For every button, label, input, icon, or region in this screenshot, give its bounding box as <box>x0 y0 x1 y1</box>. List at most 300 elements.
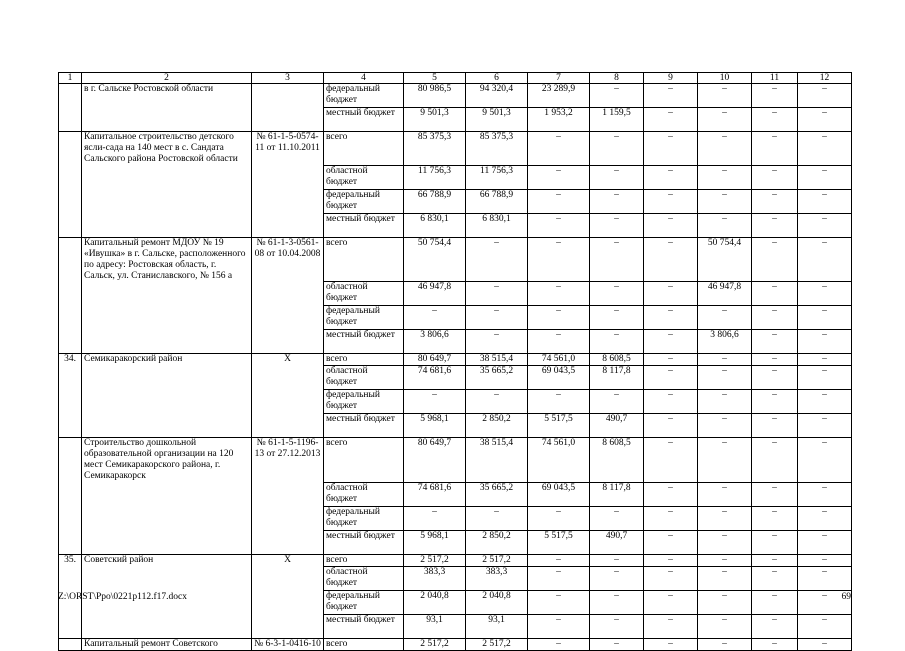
table-cell: – <box>752 482 798 506</box>
table-row <box>59 84 852 108</box>
table-cell: – <box>752 366 798 390</box>
table-cell <box>252 165 324 189</box>
table-cell: – <box>752 438 798 483</box>
table-cell: 93,1 <box>466 614 528 638</box>
table-cell: № 61-1-3-0561-08 от 10.04.2008 <box>252 237 324 282</box>
table-cell <box>82 482 252 506</box>
table-cell: областной бюджет <box>324 482 404 506</box>
table-cell: – <box>698 189 752 213</box>
table-cell <box>252 366 324 390</box>
table-cell: – <box>798 306 852 330</box>
table-cell: Х <box>252 554 324 566</box>
table-cell: 2 517,2 <box>404 638 466 650</box>
table-cell: – <box>528 330 590 354</box>
table-cell: Строительство дошкольной образовательной организации на 120 мест Семикаракорского района, г. Семикаракорск <box>82 438 252 483</box>
table-cell: – <box>698 614 752 638</box>
table-cell: – <box>590 590 644 614</box>
table-cell: – <box>752 84 798 108</box>
table-cell <box>59 132 82 166</box>
table-cell: – <box>644 84 698 108</box>
table-cell: – <box>528 614 590 638</box>
table-cell <box>59 165 82 189</box>
table-cell: 23 289,9 <box>528 84 590 108</box>
table-cell: 46 947,8 <box>698 282 752 306</box>
table-row <box>59 482 852 506</box>
table-cell: – <box>698 566 752 590</box>
table-cell <box>82 213 252 237</box>
table-cell <box>252 590 324 614</box>
table-row <box>59 108 852 132</box>
table-row <box>59 438 852 483</box>
table-cell: федеральный бюджет <box>324 590 404 614</box>
table-cell: 46 947,8 <box>404 282 466 306</box>
table-cell <box>252 414 324 438</box>
table-cell <box>252 614 324 638</box>
table-cell <box>59 108 82 132</box>
table-cell: местный бюджет <box>324 530 404 554</box>
table-cell: – <box>590 614 644 638</box>
table-cell: – <box>752 165 798 189</box>
table-cell: – <box>466 330 528 354</box>
table-cell: 69 043,5 <box>528 482 590 506</box>
table-cell <box>59 213 82 237</box>
table-cell: – <box>698 354 752 366</box>
table-cell <box>252 189 324 213</box>
table-cell: – <box>798 638 852 650</box>
table-cell: 3 806,6 <box>404 330 466 354</box>
table-cell: Капитальный ремонт МДОУ № 19 «Ивушка» в г. Сальске, расположенного по адресу: Ростовская область, г. Сальск, ул. Станиславского, № 156 а <box>82 237 252 282</box>
table-cell: – <box>644 566 698 590</box>
table-cell: 74 681,6 <box>404 482 466 506</box>
table-cell: – <box>528 213 590 237</box>
table-cell: 5 968,1 <box>404 414 466 438</box>
table-cell: местный бюджет <box>324 213 404 237</box>
table-cell: – <box>528 189 590 213</box>
table-cell: – <box>404 506 466 530</box>
table-cell: – <box>798 366 852 390</box>
table-cell: – <box>798 165 852 189</box>
table-cell: – <box>752 213 798 237</box>
table-cell: – <box>752 306 798 330</box>
table-cell: № 6-3-1-0416-10 <box>252 638 324 650</box>
table-cell: 11 756,3 <box>466 165 528 189</box>
table-cell: – <box>590 554 644 566</box>
table-cell: – <box>590 306 644 330</box>
table-cell: – <box>644 414 698 438</box>
table-cell: – <box>798 213 852 237</box>
table-cell <box>59 189 82 213</box>
table-cell: – <box>644 330 698 354</box>
table-cell: – <box>528 237 590 282</box>
header-cell: 11 <box>752 73 798 84</box>
table-cell: федеральный бюджет <box>324 306 404 330</box>
table-cell: 35 665,2 <box>466 366 528 390</box>
table-cell: в г. Сальске Ростовской области <box>82 84 252 108</box>
table-cell: – <box>590 84 644 108</box>
table-cell: федеральный бюджет <box>324 189 404 213</box>
table-cell: – <box>466 282 528 306</box>
table-cell: 38 515,4 <box>466 438 528 483</box>
table-cell: – <box>404 390 466 414</box>
table-cell: всего <box>324 438 404 483</box>
table-cell: – <box>752 506 798 530</box>
table-cell: 383,3 <box>466 566 528 590</box>
table-cell: 8 608,5 <box>590 438 644 483</box>
table-cell: – <box>798 566 852 590</box>
table-cell: Капитальное строительство детского ясли-сада на 140 мест в с. Сандата Сальского района Ростовской области <box>82 132 252 166</box>
table-cell: 8 608,5 <box>590 354 644 366</box>
table-cell: – <box>798 530 852 554</box>
table-cell: 8 117,8 <box>590 366 644 390</box>
table-cell <box>59 566 82 590</box>
table-cell: 66 788,9 <box>404 189 466 213</box>
table-cell: – <box>466 390 528 414</box>
table-cell: федеральный бюджет <box>324 390 404 414</box>
table-row <box>59 165 852 189</box>
table-cell: 80 986,5 <box>404 84 466 108</box>
table-cell: Х <box>252 354 324 366</box>
table-cell: – <box>590 282 644 306</box>
table-cell: – <box>752 614 798 638</box>
table-cell: – <box>590 330 644 354</box>
table-cell: – <box>644 132 698 166</box>
table-cell <box>82 614 252 638</box>
table-cell: Советский район <box>82 554 252 566</box>
table-cell: Семикаракорский район <box>82 354 252 366</box>
table-cell: – <box>798 237 852 282</box>
table-cell: – <box>698 530 752 554</box>
header-cell: 2 <box>82 73 252 84</box>
table-row <box>59 330 852 354</box>
table-row <box>59 213 852 237</box>
table-cell: 80 649,7 <box>404 354 466 366</box>
table-cell <box>82 306 252 330</box>
table-cell: 9 501,3 <box>466 108 528 132</box>
table-cell: – <box>644 482 698 506</box>
table-cell: – <box>698 482 752 506</box>
table-cell: – <box>528 554 590 566</box>
table-cell <box>59 306 82 330</box>
table-cell: местный бюджет <box>324 414 404 438</box>
table-cell <box>59 282 82 306</box>
table-cell <box>82 108 252 132</box>
table-cell <box>252 108 324 132</box>
table-cell: – <box>798 330 852 354</box>
table-row <box>59 282 852 306</box>
table-cell: – <box>798 438 852 483</box>
table-cell: – <box>752 354 798 366</box>
table-cell: – <box>698 590 752 614</box>
table-cell: 38 515,4 <box>466 354 528 366</box>
table-cell: 74 681,6 <box>404 366 466 390</box>
table-cell <box>82 390 252 414</box>
table-row <box>59 530 852 554</box>
table-cell: – <box>798 390 852 414</box>
table-cell: – <box>798 84 852 108</box>
header-cell: 7 <box>528 73 590 84</box>
table-cell: федеральный бюджет <box>324 84 404 108</box>
table-cell: – <box>644 438 698 483</box>
table-cell: – <box>798 189 852 213</box>
table-cell: – <box>644 366 698 390</box>
table-cell: местный бюджет <box>324 330 404 354</box>
table-cell: – <box>698 638 752 650</box>
table-cell: – <box>798 506 852 530</box>
budget-table <box>58 72 852 651</box>
table-cell: 85 375,3 <box>404 132 466 166</box>
table-cell: – <box>466 506 528 530</box>
table-cell: – <box>644 590 698 614</box>
table-cell: – <box>644 354 698 366</box>
table-cell: 1 159,5 <box>590 108 644 132</box>
table-cell: – <box>466 306 528 330</box>
table-cell: 383,3 <box>404 566 466 590</box>
table-cell <box>252 482 324 506</box>
table-cell: 2 517,2 <box>466 554 528 566</box>
table-cell: – <box>644 390 698 414</box>
table-cell: – <box>528 306 590 330</box>
table-row <box>59 390 852 414</box>
table-row <box>59 566 852 590</box>
header-cell: 4 <box>324 73 404 84</box>
header-cell: 8 <box>590 73 644 84</box>
table-cell: 3 806,6 <box>698 330 752 354</box>
header-cell: 3 <box>252 73 324 84</box>
table-cell: № 61-1-5-0574-11 от 11.10.2011 <box>252 132 324 166</box>
table-cell <box>252 84 324 108</box>
table-cell: 93,1 <box>404 614 466 638</box>
table-cell <box>82 566 252 590</box>
table-cell: – <box>590 390 644 414</box>
table-cell: – <box>752 189 798 213</box>
table-cell: – <box>698 84 752 108</box>
table-cell <box>82 366 252 390</box>
table-cell: – <box>798 482 852 506</box>
table-cell: 490,7 <box>590 414 644 438</box>
table-cell: – <box>590 638 644 650</box>
table-cell <box>59 482 82 506</box>
table-cell <box>82 189 252 213</box>
table-cell <box>82 414 252 438</box>
table-cell: – <box>752 414 798 438</box>
table-cell: 11 756,3 <box>404 165 466 189</box>
table-cell: – <box>590 566 644 590</box>
table-cell: – <box>752 282 798 306</box>
table-cell: федеральный бюджет <box>324 506 404 530</box>
table-cell: – <box>644 614 698 638</box>
table-cell <box>82 282 252 306</box>
table-cell: областной бюджет <box>324 366 404 390</box>
table-cell: 80 649,7 <box>404 438 466 483</box>
table-cell: 9 501,3 <box>404 108 466 132</box>
table-cell: – <box>404 306 466 330</box>
table-cell: 50 754,4 <box>404 237 466 282</box>
table-cell <box>252 390 324 414</box>
table-cell: 74 561,0 <box>528 438 590 483</box>
table-cell <box>252 306 324 330</box>
table-cell: 490,7 <box>590 530 644 554</box>
table-cell: – <box>590 213 644 237</box>
table-cell: – <box>752 590 798 614</box>
table-cell: – <box>528 590 590 614</box>
table-cell: № 61-1-5-1196-13 от 27.12.2013 <box>252 438 324 483</box>
table-cell: – <box>644 506 698 530</box>
table-cell: – <box>752 237 798 282</box>
table-cell: – <box>752 132 798 166</box>
table-cell: всего <box>324 132 404 166</box>
table-cell: – <box>644 554 698 566</box>
table-cell: – <box>644 108 698 132</box>
table-row <box>59 189 852 213</box>
table-cell: – <box>798 590 852 614</box>
table-cell <box>59 614 82 638</box>
table-cell: – <box>752 530 798 554</box>
table-cell: – <box>644 306 698 330</box>
table-cell: – <box>528 165 590 189</box>
table-cell <box>252 213 324 237</box>
table-cell: – <box>590 237 644 282</box>
table-cell: 6 830,1 <box>404 213 466 237</box>
table-row <box>59 306 852 330</box>
table-cell: – <box>644 213 698 237</box>
table-cell: – <box>644 638 698 650</box>
table-cell: – <box>698 213 752 237</box>
table-cell <box>252 506 324 530</box>
table-cell: – <box>528 282 590 306</box>
table-cell: – <box>644 165 698 189</box>
table-cell: 2 517,2 <box>466 638 528 650</box>
table-cell: 2 850,2 <box>466 414 528 438</box>
table-cell: всего <box>324 554 404 566</box>
table-cell: – <box>752 108 798 132</box>
table-cell <box>82 330 252 354</box>
table-cell: – <box>698 390 752 414</box>
header-cell: 9 <box>644 73 698 84</box>
table-cell: – <box>644 530 698 554</box>
table-cell: – <box>698 366 752 390</box>
table-cell: – <box>698 554 752 566</box>
table-cell: всего <box>324 237 404 282</box>
table-cell <box>59 237 82 282</box>
table-row <box>59 414 852 438</box>
page-number: 69 <box>841 592 851 602</box>
table-cell: – <box>798 132 852 166</box>
table-cell: всего <box>324 638 404 650</box>
table-cell: 5 517,5 <box>528 414 590 438</box>
table-cell: областной бюджет <box>324 566 404 590</box>
table-cell: – <box>590 132 644 166</box>
table-cell <box>252 530 324 554</box>
table-cell: Капитальный ремонт Советского <box>82 638 252 650</box>
header-cell: 5 <box>404 73 466 84</box>
footer-file-path: Z:\ORST\Ppo\0221p112.f17.docx <box>58 592 187 602</box>
header-row <box>59 73 852 84</box>
table-cell <box>59 84 82 108</box>
table-cell: 34. <box>59 354 82 366</box>
table-cell: – <box>752 566 798 590</box>
table-cell: 1 953,2 <box>528 108 590 132</box>
table-row <box>59 132 852 166</box>
table-row <box>59 354 852 366</box>
table-cell <box>59 530 82 554</box>
table-cell: – <box>698 438 752 483</box>
table-cell <box>82 530 252 554</box>
table-cell <box>252 282 324 306</box>
table-cell: 2 040,8 <box>466 590 528 614</box>
header-cell: 10 <box>698 73 752 84</box>
table-cell: 2 850,2 <box>466 530 528 554</box>
table-cell: – <box>590 506 644 530</box>
table-cell: – <box>798 354 852 366</box>
table-cell: – <box>528 566 590 590</box>
table-cell: – <box>644 282 698 306</box>
table-cell: всего <box>324 354 404 366</box>
table-cell: – <box>698 132 752 166</box>
table-cell: – <box>752 638 798 650</box>
table-cell: – <box>798 282 852 306</box>
table-cell: – <box>466 237 528 282</box>
table-cell: – <box>644 237 698 282</box>
table-cell: – <box>698 414 752 438</box>
table-row <box>59 614 852 638</box>
table-cell: 94 320,4 <box>466 84 528 108</box>
table-cell: 50 754,4 <box>698 237 752 282</box>
table-cell: – <box>590 165 644 189</box>
table-cell: – <box>798 108 852 132</box>
table-cell: 74 561,0 <box>528 354 590 366</box>
table-cell: 2 040,8 <box>404 590 466 614</box>
table-cell: – <box>798 614 852 638</box>
table-cell: 5 968,1 <box>404 530 466 554</box>
table-cell <box>59 414 82 438</box>
table-cell <box>59 366 82 390</box>
table-cell: 35 665,2 <box>466 482 528 506</box>
table-cell: местный бюджет <box>324 108 404 132</box>
header-cell: 1 <box>59 73 82 84</box>
table-cell <box>59 438 82 483</box>
table-cell: – <box>528 390 590 414</box>
table-cell <box>82 506 252 530</box>
table-row <box>59 237 852 282</box>
table-cell: – <box>798 414 852 438</box>
table-cell: – <box>528 132 590 166</box>
table-cell <box>252 566 324 590</box>
table-row <box>59 366 852 390</box>
table-cell: – <box>798 554 852 566</box>
table-cell: 5 517,5 <box>528 530 590 554</box>
table-cell: – <box>590 189 644 213</box>
table-cell: 85 375,3 <box>466 132 528 166</box>
table-cell <box>82 165 252 189</box>
table-cell: 6 830,1 <box>466 213 528 237</box>
table-cell: 69 043,5 <box>528 366 590 390</box>
table-cell: – <box>644 189 698 213</box>
table-row <box>59 506 852 530</box>
table-cell: – <box>528 506 590 530</box>
table-cell: – <box>698 506 752 530</box>
table-cell: – <box>698 108 752 132</box>
table-cell: 8 117,8 <box>590 482 644 506</box>
table-cell <box>59 390 82 414</box>
table-cell: – <box>528 638 590 650</box>
table-cell: областной бюджет <box>324 282 404 306</box>
table-cell: – <box>752 330 798 354</box>
table-row <box>59 554 852 566</box>
header-cell: 6 <box>466 73 528 84</box>
table-cell: – <box>752 554 798 566</box>
table-cell: местный бюджет <box>324 614 404 638</box>
table-cell: 35. <box>59 554 82 566</box>
